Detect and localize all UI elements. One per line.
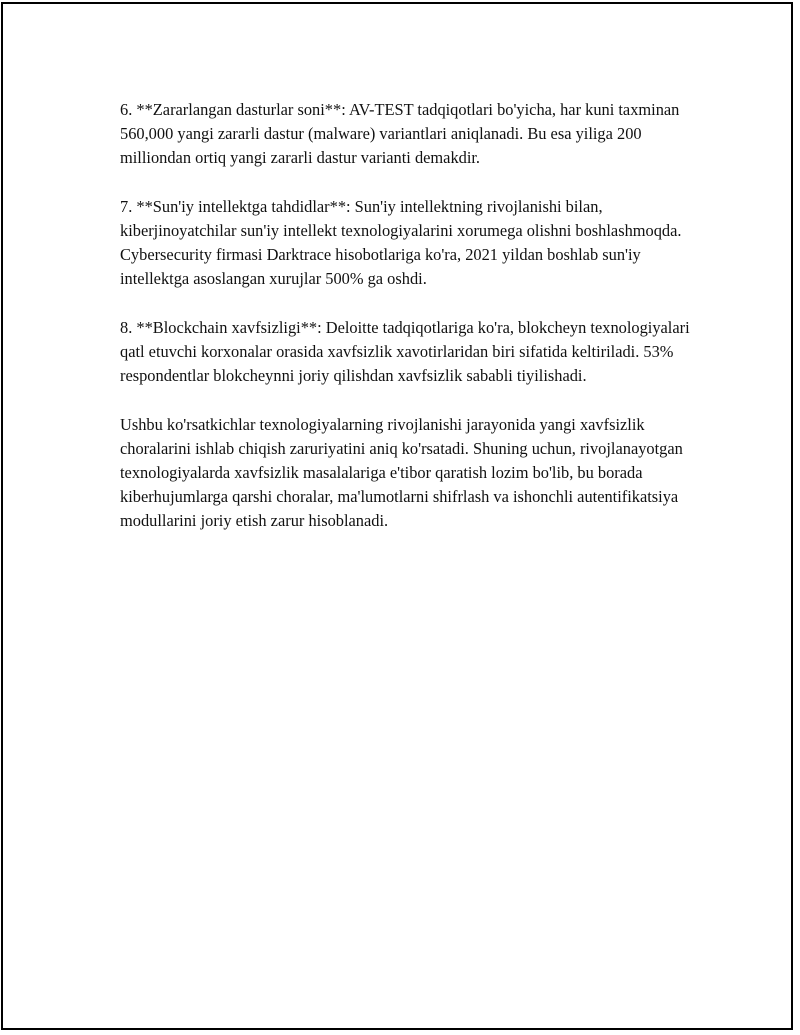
paragraph-blockchain: 8. **Blockchain xavfsizligi**: Deloitte tadqiqotlariga ko'ra, blokcheyn texnologiyalari qatl etuvchi korxonalar orasida xavfsizlik xavotirlaridan biri sifatida keltiriladi. 53% respondentlar blokcheynni joriy qilishdan xavfsizlik sababli tiyilishadi. xyxy=(120,317,690,386)
paragraph-suniy-intellekt: 7. **Sun'iy intellektga tahdidlar**: Sun'iy intellektning rivojlanishi bilan, kiberjinoyatchilar sun'iy intellekt texnologiyalarini xorumega olishni boshlashmoqda. Cybersecurity firmasi Darktrace hisobotlariga ko'ra, 2021 yildan boshlab sun'iy intellektga asoslangan xurujlar 500% ga oshdi. xyxy=(120,196,682,289)
paragraph-zararlangan-dasturlar: 6. **Zararlangan dasturlar soni**: AV-TEST tadqiqotlari bo'yicha, har kuni taxminan 560,000 yangi zararli dastur (malware) variantlari aniqlanadi. Bu esa yiliga 200 milliondan ortiq yangi zararli dastur varianti demakdir. xyxy=(120,100,680,168)
paragraph-conclusion: Ushbu ko'rsatkichlar texnologiyalarning rivojlanishi jarayonida yangi xavfsizlik choralarini ishlab chiqish zaruriyatini aniq ko'rsatadi. Shuning uchun, rivojlanayotgan texnologiyalarda xavfsizlik masalalariga e'tibor qaratish lozim bo'lib, bu borada kiberhujumlarga qarshi choralar, ma'lumotlarni shifrlash va ishonchli autentifikatsiya modullarini joriy etish zarur hisoblanadi. xyxy=(120,414,683,531)
document-page xyxy=(1,2,793,1030)
document-body xyxy=(120,98,700,558)
